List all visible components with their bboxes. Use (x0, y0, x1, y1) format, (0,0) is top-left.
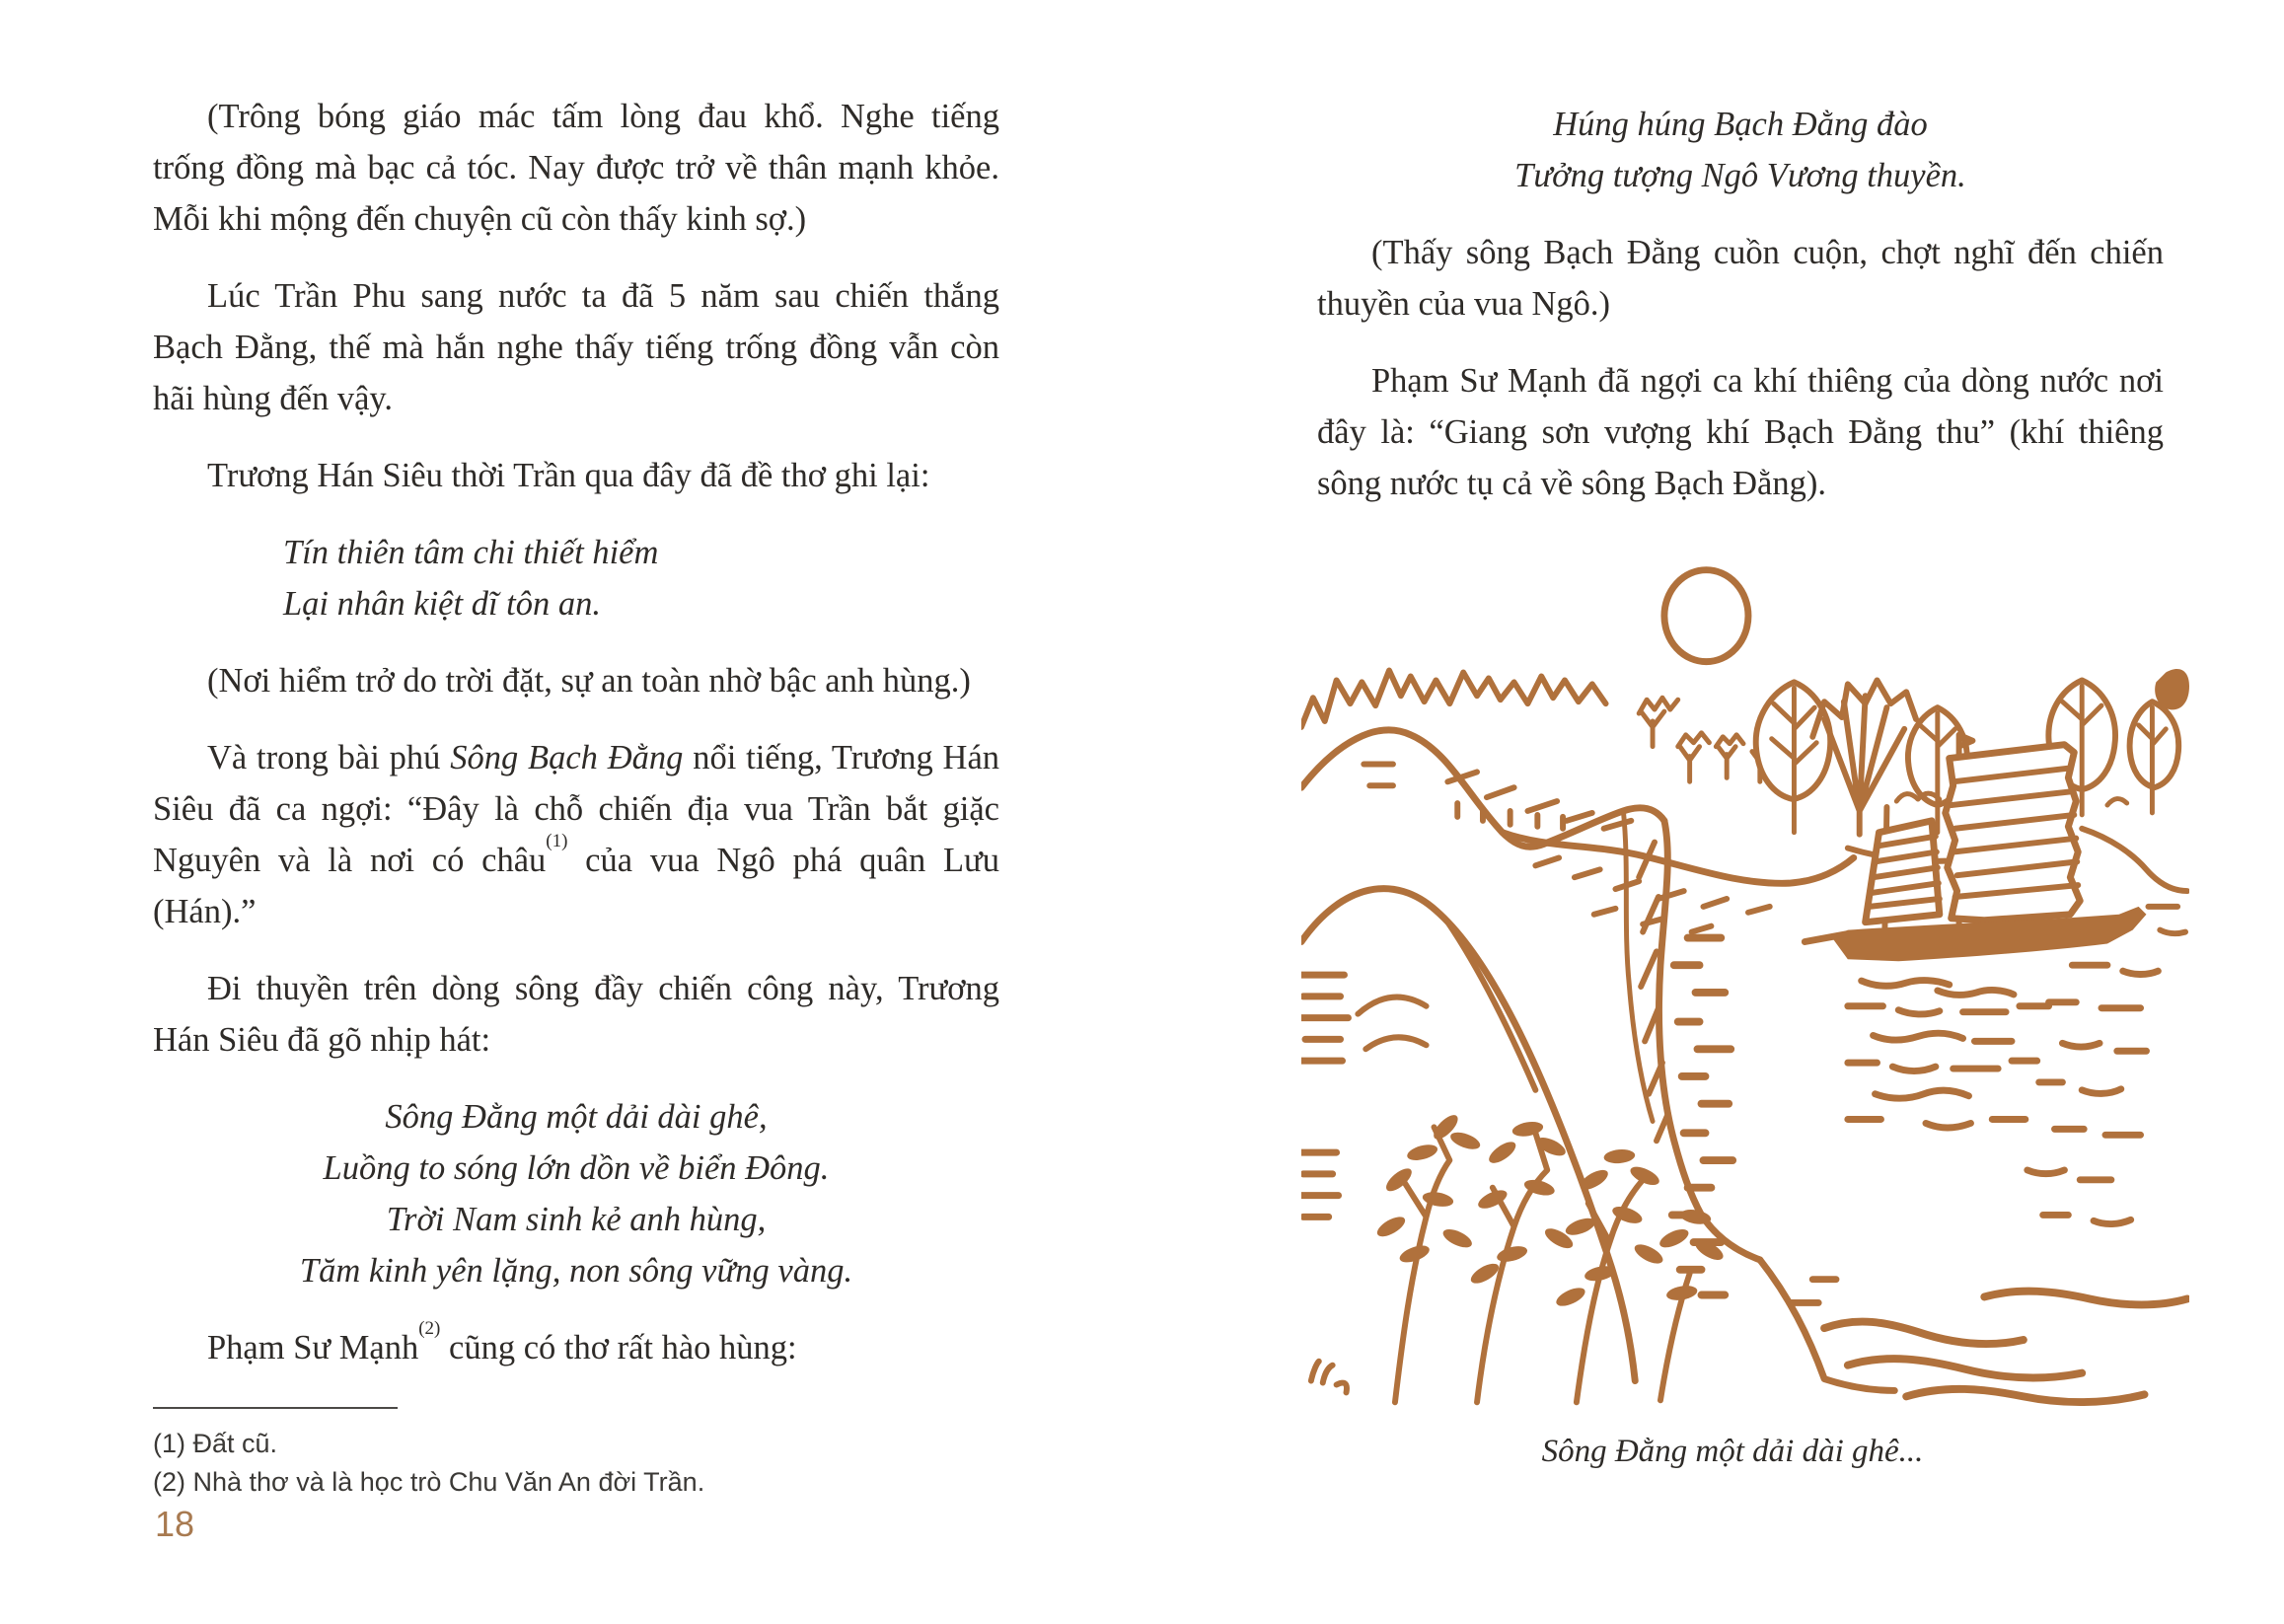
poem-chinese-verse (153, 527, 999, 629)
poem-line: Tăm kinh yên lặng, non sông vững vàng. (299, 1252, 853, 1290)
river-junk-boat-illustration (1301, 554, 2189, 1415)
paragraph-tran-phu: Lúc Trần Phu sang nước ta đã 5 năm sau chiến thắng Bạch Đằng, thế mà hắn nghe thấy tiếng trống đồng vẫn còn hãi hùng đến vậy. (153, 277, 999, 417)
footnote-2: (2) Nhà thơ và là học trò Chu Văn An đời Trần. (153, 1467, 705, 1497)
illustration-figure (1301, 554, 2164, 1470)
paragraph-poem-translation: (Thấy sông Bạch Đằng cuồn cuộn, chợt nghĩ đến chiến thuyền của vua Ngô.) (1317, 234, 2164, 323)
footnote-1: (1) Đất cũ. (153, 1429, 278, 1458)
poem-line: Húng húng Bạch Đằng đào (1553, 106, 1928, 143)
footnote-reference-1: (1) (546, 830, 568, 851)
paragraph-boat-song-intro: Đi thuyền trên dòng sông đầy chiến công này, Trương Hán Siêu đã gõ nhịp hát: (153, 970, 999, 1059)
poem-song-dang (153, 1091, 999, 1296)
text-run: cũng có thơ rất hào hùng: (440, 1329, 797, 1366)
poem-line: Trời Nam sinh kẻ anh hùng, (386, 1201, 767, 1238)
footnote-reference-2: (2) (418, 1317, 441, 1339)
paragraph-song-bach-dang-phu (153, 732, 999, 937)
page-number: 18 (155, 1504, 195, 1544)
paragraph-truong-han-sieu-intro: Trương Hán Siêu thời Trần qua đây đã đề thơ ghi lại: (207, 457, 930, 494)
paragraph-tran-phu-quote: (Trông bóng giáo mác tấm lòng đau khổ. Nghe tiếng trống đồng mà bạc cả tóc. Nay được trở về thân mạnh khỏe. Mỗi khi mộng đến chuyện cũ còn thấy kinh sợ.) (153, 98, 999, 238)
illustration-caption: Sông Đằng một dải dài ghê... (1541, 1434, 1924, 1469)
poem-hung-hung (1317, 99, 2164, 201)
text-run: Phạm Sư Mạnh (207, 1329, 419, 1366)
poem-line: Lại nhân kiệt dĩ tôn an. (283, 585, 601, 623)
paragraph-pham-su-manh (153, 1317, 999, 1373)
poem-line: Luồng to sóng lớn dồn về biển Đông. (323, 1149, 830, 1187)
poem-line: Sông Đằng một dải dài ghê, (385, 1098, 768, 1136)
paragraph-verse-translation: (Nơi hiểm trở do trời đặt, sự an toàn nhờ bậc anh hùng.) (207, 662, 971, 700)
paragraph-giang-son: Phạm Sư Mạnh đã ngợi ca khí thiêng của dòng nước nơi đây là: “Giang sơn vượng khí Bạch Đằng thu” (khí thiêng sông nước tụ cả về sông Bạch Đằng). (1317, 362, 2164, 502)
text-run: nổi tiếng, Trương Hán Siêu đã ca ngợi: “Đây là chỗ chiến địa vua Trần bắt giặc Nguyên và là nơi có châu (153, 739, 1000, 879)
text-run: Và trong bài phú (207, 739, 451, 776)
sun-icon (1664, 570, 1748, 662)
work-title-italic: Sông Bạch Đằng (450, 739, 684, 776)
text-run: của vua Ngô phá quân Lưu (Hán).” (153, 842, 999, 930)
left-text-column (153, 91, 999, 1502)
poem-line: Tưởng tượng Ngô Vương thuyền. (1514, 157, 1966, 194)
poem-line: Tín thiên tâm chi thiết hiểm (283, 534, 659, 571)
footnote-divider (153, 1407, 398, 1409)
footnotes (153, 1425, 999, 1502)
right-text-column (1317, 99, 2164, 1470)
